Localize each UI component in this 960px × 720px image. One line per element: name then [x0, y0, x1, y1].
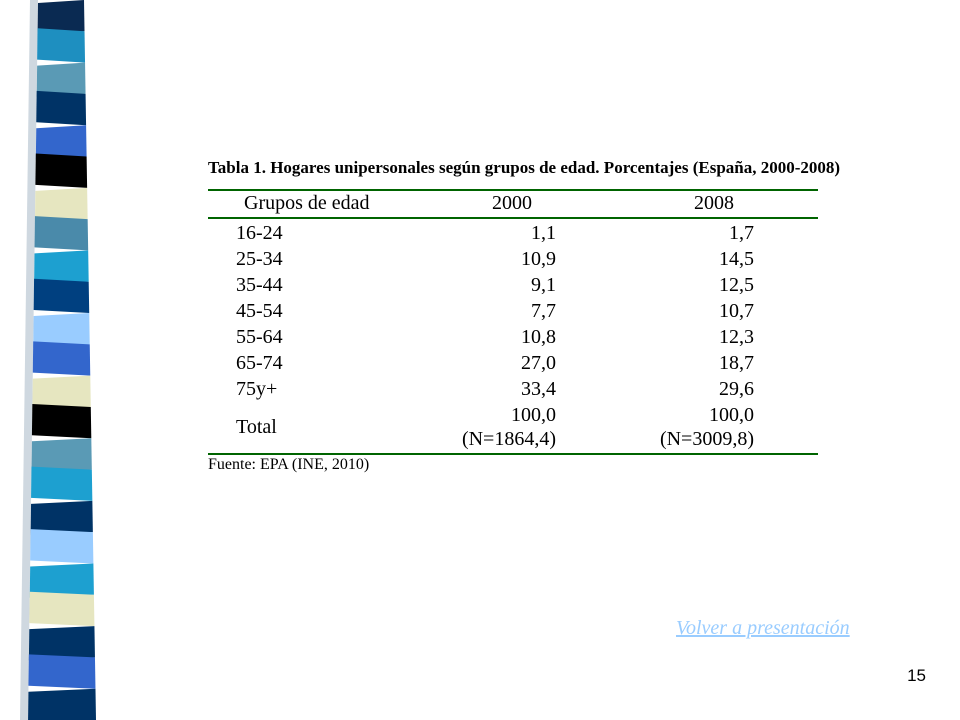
stripe-segment	[31, 467, 92, 501]
table-rule-bottom	[208, 453, 818, 455]
value-2008: 18,7	[719, 352, 754, 374]
page-number: 15	[907, 666, 926, 685]
value-2008: 12,3	[719, 326, 754, 348]
table-row	[208, 352, 818, 378]
stripe-segment	[33, 341, 90, 375]
row-label: 55-64	[236, 326, 283, 348]
stripe-segment	[35, 154, 87, 188]
table-title: Tabla 1. Hogares unipersonales según grupos de edad. Porcentajes (España, 2000-2008)	[208, 158, 841, 177]
value-2000: 7,7	[531, 300, 556, 322]
value-2000: 10,8	[521, 326, 556, 348]
total-label: Total	[236, 416, 277, 438]
value-2000: 9,1	[531, 274, 556, 296]
stripe-segment	[29, 592, 94, 626]
value-2008: 1,7	[729, 222, 754, 244]
stripe-segment	[36, 91, 86, 125]
table-total-row	[208, 404, 818, 452]
decorative-stripe	[0, 0, 110, 720]
back-to-presentation-link[interactable]: Volver a presentación	[676, 617, 850, 639]
table-row	[208, 274, 818, 300]
row-label: 75y+	[236, 378, 278, 400]
value-2008: 29,6	[719, 378, 754, 400]
row-label: 25-34	[236, 248, 283, 270]
table-row	[208, 378, 818, 404]
total-value-2000: 100,0	[511, 404, 556, 426]
table-rule-top	[208, 189, 818, 191]
value-2000: 1,1	[531, 222, 556, 244]
value-2008: 12,5	[719, 274, 754, 296]
stripe-segment	[37, 28, 85, 62]
table-row	[208, 326, 818, 352]
stripe-segment	[32, 404, 91, 438]
stripe-segment	[28, 654, 95, 688]
total-n-2008: (N=3009,8)	[659, 428, 754, 450]
column-header-group: Grupos de edad	[244, 192, 370, 214]
value-2000: 10,9	[521, 248, 556, 270]
row-label: 45-54	[236, 300, 283, 322]
value-2008: 10,7	[719, 300, 754, 322]
row-label: 35-44	[236, 274, 283, 296]
table-row	[208, 248, 818, 274]
table-row	[208, 222, 818, 248]
stripe-segment	[28, 689, 96, 720]
total-value-2008: 100,0	[709, 404, 754, 426]
table-row	[208, 300, 818, 326]
row-label: 16-24	[236, 222, 283, 244]
table-body	[208, 222, 818, 404]
stripe-segment	[30, 529, 93, 563]
stripe-segment	[34, 279, 90, 313]
column-header-2008: 2008	[694, 192, 734, 214]
table-rule-header	[208, 217, 818, 219]
total-n-2000: (N=1864,4)	[461, 428, 556, 450]
row-label: 65-74	[236, 352, 283, 374]
value-2008: 14,5	[719, 248, 754, 270]
value-2000: 27,0	[521, 352, 556, 374]
column-header-2000: 2000	[492, 192, 532, 214]
value-2000: 33,4	[521, 378, 556, 400]
stripe-segment	[35, 216, 89, 250]
table-source: Fuente: EPA (INE, 2010)	[208, 456, 370, 473]
